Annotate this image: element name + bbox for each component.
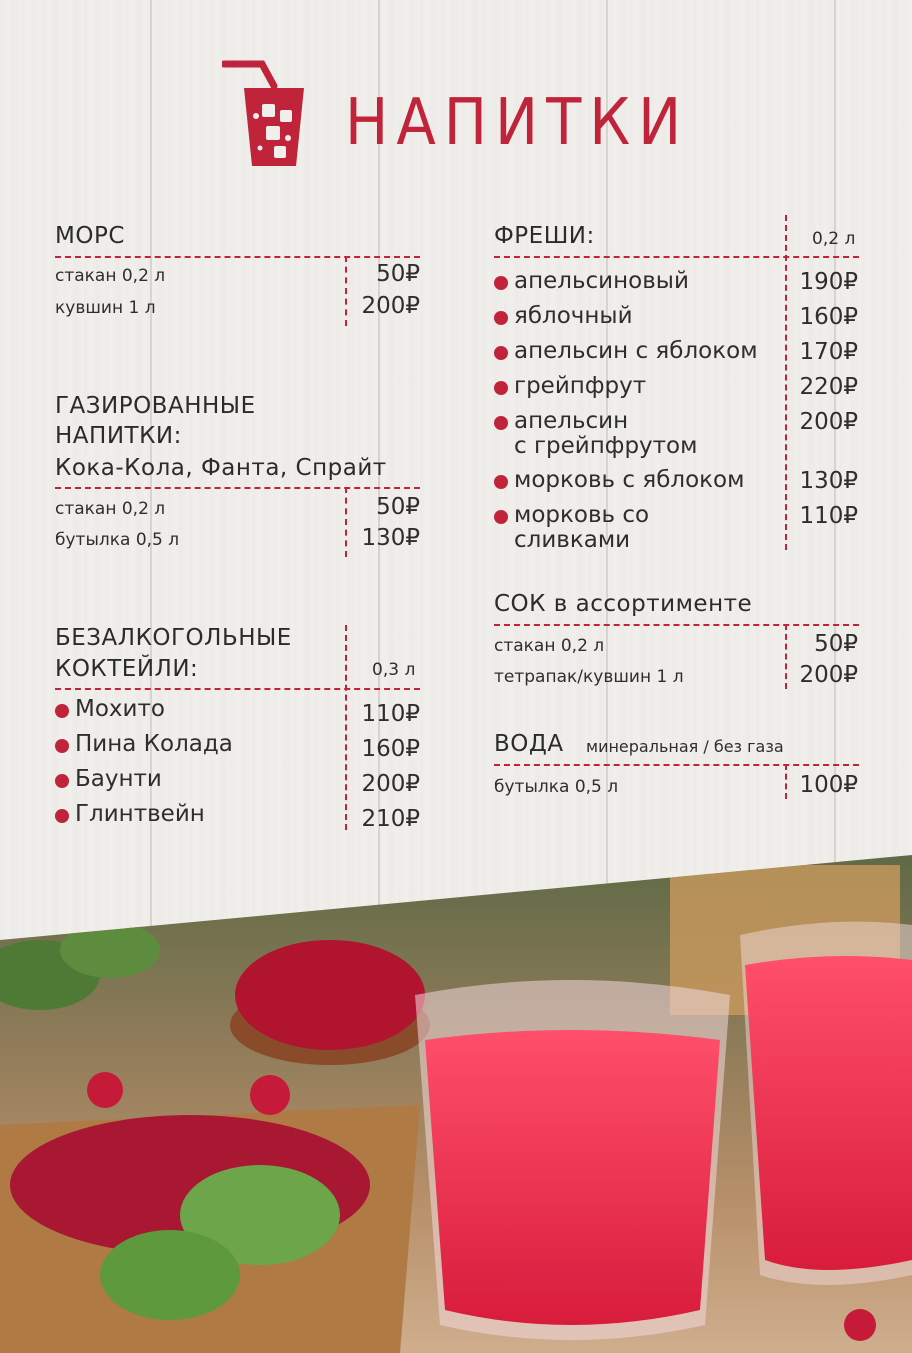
section-title-soda-2: НАПИТКИ: <box>55 423 182 449</box>
bullet-icon <box>494 475 508 489</box>
divider <box>55 688 420 690</box>
section-title-juice: СОК в ассортименте <box>494 591 753 617</box>
row-label: кувшин 1 л <box>55 298 156 318</box>
section-title-cocktails-2: КОКТЕЙЛИ: <box>55 656 199 682</box>
menu-header <box>0 40 912 180</box>
item-price: 220₽ <box>799 374 858 400</box>
cranberry-drinks-photo <box>0 855 912 1353</box>
item-name: Мохито <box>75 696 165 722</box>
item-name: апельсин <box>514 408 629 434</box>
section-title-mors: МОРС <box>55 223 125 249</box>
row-price: 130₽ <box>361 525 420 551</box>
divider <box>55 487 420 489</box>
section-title-fresh: ФРЕШИ: <box>494 223 595 249</box>
bullet-icon <box>55 739 69 753</box>
divider <box>494 256 859 258</box>
item-price: 110₽ <box>799 503 858 529</box>
divider <box>55 256 420 258</box>
item-price: 190₽ <box>799 269 858 295</box>
item-name: Глинтвейн <box>75 801 205 827</box>
row-price: 200₽ <box>361 293 420 319</box>
item-name-line2: с грейпфрутом <box>514 433 698 459</box>
bullet-icon <box>494 311 508 325</box>
cup-with-straw-icon <box>222 50 310 170</box>
bullet-icon <box>494 416 508 430</box>
row-label: тетрапак/кувшин 1 л <box>494 667 684 687</box>
item-name: морковь со <box>514 502 650 528</box>
row-label: стакан 0,2 л <box>494 636 605 656</box>
bullet-icon <box>494 276 508 290</box>
divider-vertical <box>345 625 347 830</box>
row-label: стакан 0,2 л <box>55 266 166 286</box>
row-price: 50₽ <box>814 631 858 657</box>
volume-label: 0,2 л <box>812 229 856 249</box>
section-title-water: ВОДА <box>494 731 564 757</box>
bullet-icon <box>494 346 508 360</box>
item-name: апельсин с яблоком <box>514 338 758 364</box>
row-label: бутылка 0,5 л <box>55 530 180 550</box>
bullet-icon <box>55 704 69 718</box>
bullet-icon <box>55 774 69 788</box>
bullet-icon <box>494 381 508 395</box>
bullet-icon <box>494 510 508 524</box>
item-price: 110₽ <box>361 701 420 727</box>
item-price: 160₽ <box>361 736 420 762</box>
section-title-cocktails: БЕЗАЛКОГОЛЬНЫЕ <box>55 625 292 651</box>
row-price: 50₽ <box>376 494 420 520</box>
item-name-line2: сливками <box>514 527 631 553</box>
item-name: морковь с яблоком <box>514 467 745 493</box>
item-price: 170₽ <box>799 339 858 365</box>
volume-label: 0,3 л <box>372 660 416 680</box>
item-price: 200₽ <box>361 771 420 797</box>
section-subtitle-soda: Кока-Кола, Фанта, Спрайт <box>55 455 387 481</box>
item-name: апельсиновый <box>514 268 689 294</box>
item-name: яблочный <box>514 303 633 329</box>
row-label: бутылка 0,5 л <box>494 777 619 797</box>
page-title: НАПИТКИ <box>345 86 690 160</box>
row-label: стакан 0,2 л <box>55 499 166 519</box>
row-price: 200₽ <box>799 662 858 688</box>
item-name: грейпфрут <box>514 373 647 399</box>
row-price: 100₽ <box>799 772 858 798</box>
divider <box>494 764 859 766</box>
row-price: 50₽ <box>376 261 420 287</box>
item-name: Баунти <box>75 766 162 792</box>
item-price: 210₽ <box>361 806 420 832</box>
item-price: 160₽ <box>799 304 858 330</box>
bullet-icon <box>55 809 69 823</box>
item-name: Пина Колада <box>75 731 233 757</box>
section-subtitle-water: минеральная / без газа <box>586 737 784 756</box>
divider <box>494 624 859 626</box>
section-title-soda: ГАЗИРОВАННЫЕ <box>55 393 256 419</box>
item-price: 130₽ <box>799 468 858 494</box>
item-price: 200₽ <box>799 409 858 435</box>
